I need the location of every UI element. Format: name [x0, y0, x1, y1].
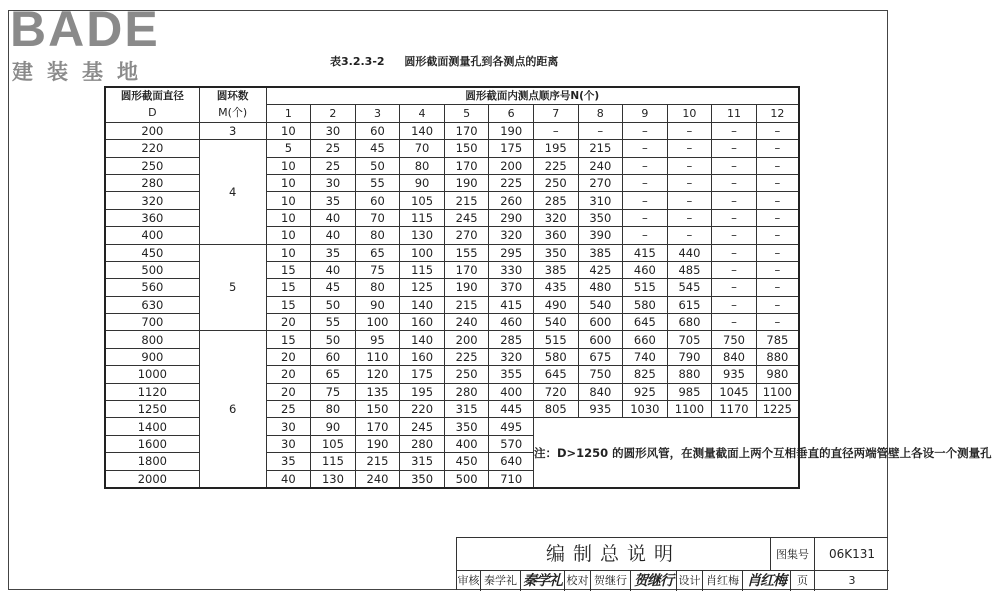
distance-cell: 580: [533, 348, 578, 365]
distance-cell: 740: [623, 348, 668, 365]
distance-cell: 495: [489, 418, 534, 435]
distance-cell: 50: [311, 296, 356, 313]
distance-cell: 195: [400, 383, 445, 400]
signature-row: [457, 571, 889, 591]
distance-cell: 545: [667, 279, 712, 296]
distance-cell: 15: [266, 331, 311, 348]
distance-cell: 320: [533, 209, 578, 226]
distance-cell: 160: [400, 348, 445, 365]
distance-cell: –: [756, 174, 799, 191]
distance-cell: 115: [400, 209, 445, 226]
distance-cell: –: [756, 244, 799, 261]
distance-cell: –: [712, 192, 757, 209]
distance-cell: 10: [266, 227, 311, 244]
header-rings: 圆环数: [199, 87, 266, 105]
distance-cell: 615: [667, 296, 712, 313]
distance-cell: 675: [578, 348, 623, 365]
logo-subtitle: 建装基地: [12, 60, 152, 84]
distance-cell: 805: [533, 401, 578, 418]
distance-cell: 70: [400, 140, 445, 157]
header-point-9: 9: [623, 105, 668, 122]
distance-cell: 70: [355, 209, 400, 226]
distance-cell: 10: [266, 174, 311, 191]
distance-cell: 100: [355, 314, 400, 331]
distance-cell: 190: [444, 174, 489, 191]
distance-cell: 200: [444, 331, 489, 348]
distance-cell: –: [756, 296, 799, 313]
distance-cell: –: [756, 192, 799, 209]
distance-cell: –: [712, 174, 757, 191]
distance-cell: 105: [400, 192, 445, 209]
ring-count-cell: 3: [199, 122, 266, 139]
distance-cell: 75: [355, 261, 400, 278]
distance-cell: –: [533, 122, 578, 139]
distance-cell: 840: [712, 348, 757, 365]
distance-cell: –: [756, 279, 799, 296]
distance-cell: 320: [489, 348, 534, 365]
distance-cell: 980: [756, 366, 799, 383]
table-row: [105, 331, 799, 348]
distance-cell: –: [667, 174, 712, 191]
atlas-label: 图集号: [771, 538, 815, 571]
distance-cell: 105: [311, 435, 356, 452]
distance-cell: 385: [533, 261, 578, 278]
distance-cell: 170: [444, 157, 489, 174]
header-diameter-symbol: D: [105, 105, 199, 122]
table-row: [105, 122, 799, 139]
distance-cell: –: [712, 296, 757, 313]
diameter-cell: 200: [105, 122, 199, 139]
distance-cell: 50: [355, 157, 400, 174]
distance-cell: 450: [444, 453, 489, 470]
distance-cell: 90: [311, 418, 356, 435]
distance-cell: 15: [266, 279, 311, 296]
distance-cell: –: [712, 244, 757, 261]
distance-cell: 15: [266, 296, 311, 313]
distance-cell: 750: [578, 366, 623, 383]
distance-cell: 60: [355, 192, 400, 209]
distance-cell: 150: [355, 401, 400, 418]
diameter-cell: 220: [105, 140, 199, 157]
header-point-4: 4: [400, 105, 445, 122]
header-point-5: 5: [444, 105, 489, 122]
distance-cell: 115: [400, 261, 445, 278]
distance-cell: –: [667, 122, 712, 139]
header-rings-unit: M(个): [199, 105, 266, 122]
distance-cell: 40: [266, 470, 311, 488]
distance-cell: 80: [355, 279, 400, 296]
diameter-cell: 250: [105, 157, 199, 174]
distance-table: [104, 86, 992, 489]
distance-cell: 10: [266, 209, 311, 226]
designer-name: 肖红梅: [703, 571, 743, 591]
distance-cell: –: [756, 314, 799, 331]
diameter-cell: 700: [105, 314, 199, 331]
distance-cell: 10: [266, 192, 311, 209]
distance-cell: 25: [266, 401, 311, 418]
distance-cell: 190: [489, 122, 534, 139]
distance-cell: –: [712, 122, 757, 139]
distance-cell: 10: [266, 122, 311, 139]
distance-cell: 175: [400, 366, 445, 383]
table-row: [105, 140, 799, 157]
distance-cell: 25: [311, 140, 356, 157]
distance-cell: 30: [266, 418, 311, 435]
diameter-cell: 1400: [105, 418, 199, 435]
distance-cell: 190: [355, 435, 400, 452]
diameter-cell: 320: [105, 192, 199, 209]
distance-cell: 705: [667, 331, 712, 348]
distance-cell: 240: [578, 157, 623, 174]
distance-cell: 200: [489, 157, 534, 174]
diameter-cell: 2000: [105, 470, 199, 488]
distance-cell: 60: [311, 348, 356, 365]
distance-cell: 540: [533, 314, 578, 331]
distance-cell: 65: [355, 244, 400, 261]
atlas-number: 06K131: [815, 538, 889, 571]
distance-cell: 240: [444, 314, 489, 331]
distance-cell: –: [623, 192, 668, 209]
distance-cell: 935: [578, 401, 623, 418]
distance-cell: 225: [533, 157, 578, 174]
distance-cell: 720: [533, 383, 578, 400]
distance-cell: 570: [489, 435, 534, 452]
distance-cell: 315: [400, 453, 445, 470]
distance-cell: 500: [444, 470, 489, 488]
distance-cell: 460: [623, 261, 668, 278]
distance-cell: 295: [489, 244, 534, 261]
logo-wordmark: BADE: [10, 1, 160, 57]
distance-cell: 280: [444, 383, 489, 400]
distance-cell: 80: [355, 227, 400, 244]
distance-cell: –: [756, 209, 799, 226]
distance-cell: 35: [311, 244, 356, 261]
distance-cell: 985: [667, 383, 712, 400]
distance-cell: 310: [578, 192, 623, 209]
distance-cell: 195: [533, 140, 578, 157]
distance-cell: 20: [266, 383, 311, 400]
distance-cell: 350: [578, 209, 623, 226]
header-point-10: 10: [667, 105, 712, 122]
header-point-3: 3: [355, 105, 400, 122]
diameter-cell: 560: [105, 279, 199, 296]
distance-cell: 40: [311, 209, 356, 226]
distance-cell: 225: [444, 348, 489, 365]
distance-cell: 30: [311, 174, 356, 191]
distance-cell: 215: [355, 453, 400, 470]
distance-cell: 130: [400, 227, 445, 244]
distance-cell: 1225: [756, 401, 799, 418]
distance-cell: –: [712, 140, 757, 157]
distance-cell: 225: [489, 174, 534, 191]
distance-cell: –: [756, 122, 799, 139]
distance-cell: 120: [355, 366, 400, 383]
distance-cell: 415: [623, 244, 668, 261]
reviewer-name: 秦学礼: [481, 571, 521, 591]
distance-cell: –: [756, 140, 799, 157]
distance-cell: 155: [444, 244, 489, 261]
distance-cell: 45: [355, 140, 400, 157]
distance-cell: 125: [400, 279, 445, 296]
distance-cell: 600: [578, 314, 623, 331]
distance-cell: –: [712, 279, 757, 296]
distance-cell: 245: [400, 418, 445, 435]
header-point-8: 8: [578, 105, 623, 122]
distance-cell: 440: [667, 244, 712, 261]
distance-cell: 935: [712, 366, 757, 383]
distance-cell: 290: [489, 209, 534, 226]
distance-cell: 1045: [712, 383, 757, 400]
distance-cell: 425: [578, 261, 623, 278]
header-point-7: 7: [533, 105, 578, 122]
ring-count-cell: 5: [199, 244, 266, 331]
distance-cell: 360: [533, 227, 578, 244]
diameter-cell: 630: [105, 296, 199, 313]
header-row-2: [105, 105, 799, 122]
distance-cell: 110: [355, 348, 400, 365]
distance-cell: 350: [533, 244, 578, 261]
distance-cell: 190: [444, 279, 489, 296]
header-diameter: 圆形截面直径: [105, 87, 199, 105]
distance-cell: 400: [444, 435, 489, 452]
title-block: [456, 537, 888, 590]
diameter-cell: 800: [105, 331, 199, 348]
distance-cell: –: [756, 261, 799, 278]
distance-cell: 20: [266, 314, 311, 331]
distance-cell: 30: [266, 435, 311, 452]
table-note: 注：D>1250 的圆形风管，在测量截面上两个互相垂直的直径两端管壁上各设一个测量孔: [533, 418, 799, 488]
diameter-cell: 900: [105, 348, 199, 365]
ring-count-cell: 6: [199, 331, 266, 488]
distance-cell: 515: [623, 279, 668, 296]
table-caption: [330, 53, 558, 69]
distance-cell: 50: [311, 331, 356, 348]
distance-cell: 415: [489, 296, 534, 313]
designer-signature: 肖红梅: [743, 571, 791, 591]
distance-cell: 825: [623, 366, 668, 383]
distance-cell: –: [712, 314, 757, 331]
header-point-12: 12: [756, 105, 799, 122]
distance-cell: –: [667, 140, 712, 157]
distance-cell: 640: [489, 453, 534, 470]
distance-cell: 170: [444, 122, 489, 139]
distance-cell: 320: [489, 227, 534, 244]
distance-cell: –: [623, 157, 668, 174]
diameter-cell: 1120: [105, 383, 199, 400]
distance-cell: 750: [712, 331, 757, 348]
distance-cell: 785: [756, 331, 799, 348]
distance-cell: 580: [623, 296, 668, 313]
distance-cell: 270: [578, 174, 623, 191]
diameter-cell: 1600: [105, 435, 199, 452]
distance-cell: 40: [311, 227, 356, 244]
distance-cell: –: [712, 157, 757, 174]
distance-cell: 480: [578, 279, 623, 296]
distance-cell: –: [712, 261, 757, 278]
distance-cell: 40: [311, 261, 356, 278]
diameter-cell: 1000: [105, 366, 199, 383]
distance-cell: 790: [667, 348, 712, 365]
distance-cell: 65: [311, 366, 356, 383]
header-point-6: 6: [489, 105, 534, 122]
check-label: 校对: [565, 571, 591, 591]
distance-cell: 90: [355, 296, 400, 313]
table-title: 圆形截面测量孔到各测点的距离: [404, 55, 559, 68]
page-label: 页: [791, 571, 815, 591]
distance-cell: 390: [578, 227, 623, 244]
distance-cell: 1170: [712, 401, 757, 418]
distance-cell: 460: [489, 314, 534, 331]
distance-cell: 175: [489, 140, 534, 157]
distance-cell: 515: [533, 331, 578, 348]
distance-cell: 55: [355, 174, 400, 191]
distance-cell: 215: [444, 296, 489, 313]
distance-cell: –: [623, 209, 668, 226]
diameter-cell: 1800: [105, 453, 199, 470]
distance-cell: 445: [489, 401, 534, 418]
table-number: 表3.2.3-2: [330, 55, 385, 68]
distance-cell: 1100: [667, 401, 712, 418]
diameter-cell: 500: [105, 261, 199, 278]
distance-cell: 220: [400, 401, 445, 418]
header-point-11: 11: [712, 105, 757, 122]
distance-cell: 60: [355, 122, 400, 139]
diameter-cell: 400: [105, 227, 199, 244]
diameter-cell: 1250: [105, 401, 199, 418]
distance-cell: 35: [311, 192, 356, 209]
distance-cell: 280: [400, 435, 445, 452]
distance-cell: –: [667, 209, 712, 226]
distance-cell: 240: [355, 470, 400, 488]
header-point-1: 1: [266, 105, 311, 122]
distance-cell: 10: [266, 157, 311, 174]
distance-cell: 75: [311, 383, 356, 400]
distance-cell: 80: [311, 401, 356, 418]
distance-cell: 285: [533, 192, 578, 209]
distance-cell: 170: [355, 418, 400, 435]
distance-cell: 45: [311, 279, 356, 296]
distance-cell: 25: [311, 157, 356, 174]
distance-cell: –: [667, 157, 712, 174]
distance-cell: 140: [400, 331, 445, 348]
distance-cell: 490: [533, 296, 578, 313]
distance-cell: –: [756, 227, 799, 244]
distance-cell: 645: [533, 366, 578, 383]
distance-cell: 90: [400, 174, 445, 191]
distance-cell: –: [623, 122, 668, 139]
distance-cell: 330: [489, 261, 534, 278]
distance-cell: 20: [266, 366, 311, 383]
distance-cell: –: [712, 227, 757, 244]
distance-cell: 95: [355, 331, 400, 348]
distance-cell: 135: [355, 383, 400, 400]
distance-cell: 925: [623, 383, 668, 400]
distance-cell: 170: [444, 261, 489, 278]
diameter-cell: 280: [105, 174, 199, 191]
distance-cell: 315: [444, 401, 489, 418]
header-point-2: 2: [311, 105, 356, 122]
distance-cell: –: [756, 157, 799, 174]
reviewer-signature: 秦学礼: [521, 571, 565, 591]
distance-cell: 100: [400, 244, 445, 261]
distance-cell: 880: [756, 348, 799, 365]
distance-cell: –: [667, 227, 712, 244]
distance-cell: 710: [489, 470, 534, 488]
checker-signature: 贺继行: [631, 571, 677, 591]
review-label: 审核: [457, 571, 481, 591]
page-number: 3: [848, 574, 856, 587]
distance-cell: 270: [444, 227, 489, 244]
distance-cell: 5: [266, 140, 311, 157]
distance-cell: 350: [444, 418, 489, 435]
distance-cell: –: [667, 192, 712, 209]
distance-cell: 130: [311, 470, 356, 488]
distance-cell: 880: [667, 366, 712, 383]
distance-cell: 250: [533, 174, 578, 191]
distance-cell: 400: [489, 383, 534, 400]
distance-cell: 435: [533, 279, 578, 296]
distance-cell: 355: [489, 366, 534, 383]
distance-cell: 55: [311, 314, 356, 331]
distance-cell: 30: [311, 122, 356, 139]
design-label: 设计: [677, 571, 703, 591]
distance-cell: 1100: [756, 383, 799, 400]
distance-cell: 160: [400, 314, 445, 331]
diameter-cell: 360: [105, 209, 199, 226]
checker-name: 贺继行: [591, 571, 631, 591]
distance-cell: 150: [444, 140, 489, 157]
distance-cell: 115: [311, 453, 356, 470]
distance-cell: 140: [400, 122, 445, 139]
drawing-title: 编制总说明: [457, 538, 771, 571]
distance-cell: –: [712, 209, 757, 226]
diameter-cell: 450: [105, 244, 199, 261]
distance-cell: 20: [266, 348, 311, 365]
distance-cell: 285: [489, 331, 534, 348]
distance-cell: 140: [400, 296, 445, 313]
ring-count-cell: 4: [199, 140, 266, 244]
distance-cell: 660: [623, 331, 668, 348]
distance-cell: 840: [578, 383, 623, 400]
table-row: [105, 244, 799, 261]
distance-cell: –: [623, 174, 668, 191]
distance-cell: 645: [623, 314, 668, 331]
distance-cell: 80: [400, 157, 445, 174]
distance-cell: 245: [444, 209, 489, 226]
distance-cell: 1030: [623, 401, 668, 418]
distance-cell: 370: [489, 279, 534, 296]
distance-cell: 215: [578, 140, 623, 157]
distance-cell: –: [623, 140, 668, 157]
distance-cell: 350: [400, 470, 445, 488]
distance-cell: 680: [667, 314, 712, 331]
distance-cell: 260: [489, 192, 534, 209]
distance-cell: 10: [266, 244, 311, 261]
distance-cell: 485: [667, 261, 712, 278]
distance-cell: 600: [578, 331, 623, 348]
distance-cell: 35: [266, 453, 311, 470]
header-points: 圆形截面内测点顺序号N(个): [266, 87, 799, 105]
distance-cell: 250: [444, 366, 489, 383]
distance-cell: –: [623, 227, 668, 244]
header-row-1: [105, 87, 799, 105]
distance-cell: 540: [578, 296, 623, 313]
distance-cell: –: [578, 122, 623, 139]
distance-cell: 15: [266, 261, 311, 278]
distance-cell: 385: [578, 244, 623, 261]
distance-cell: 215: [444, 192, 489, 209]
